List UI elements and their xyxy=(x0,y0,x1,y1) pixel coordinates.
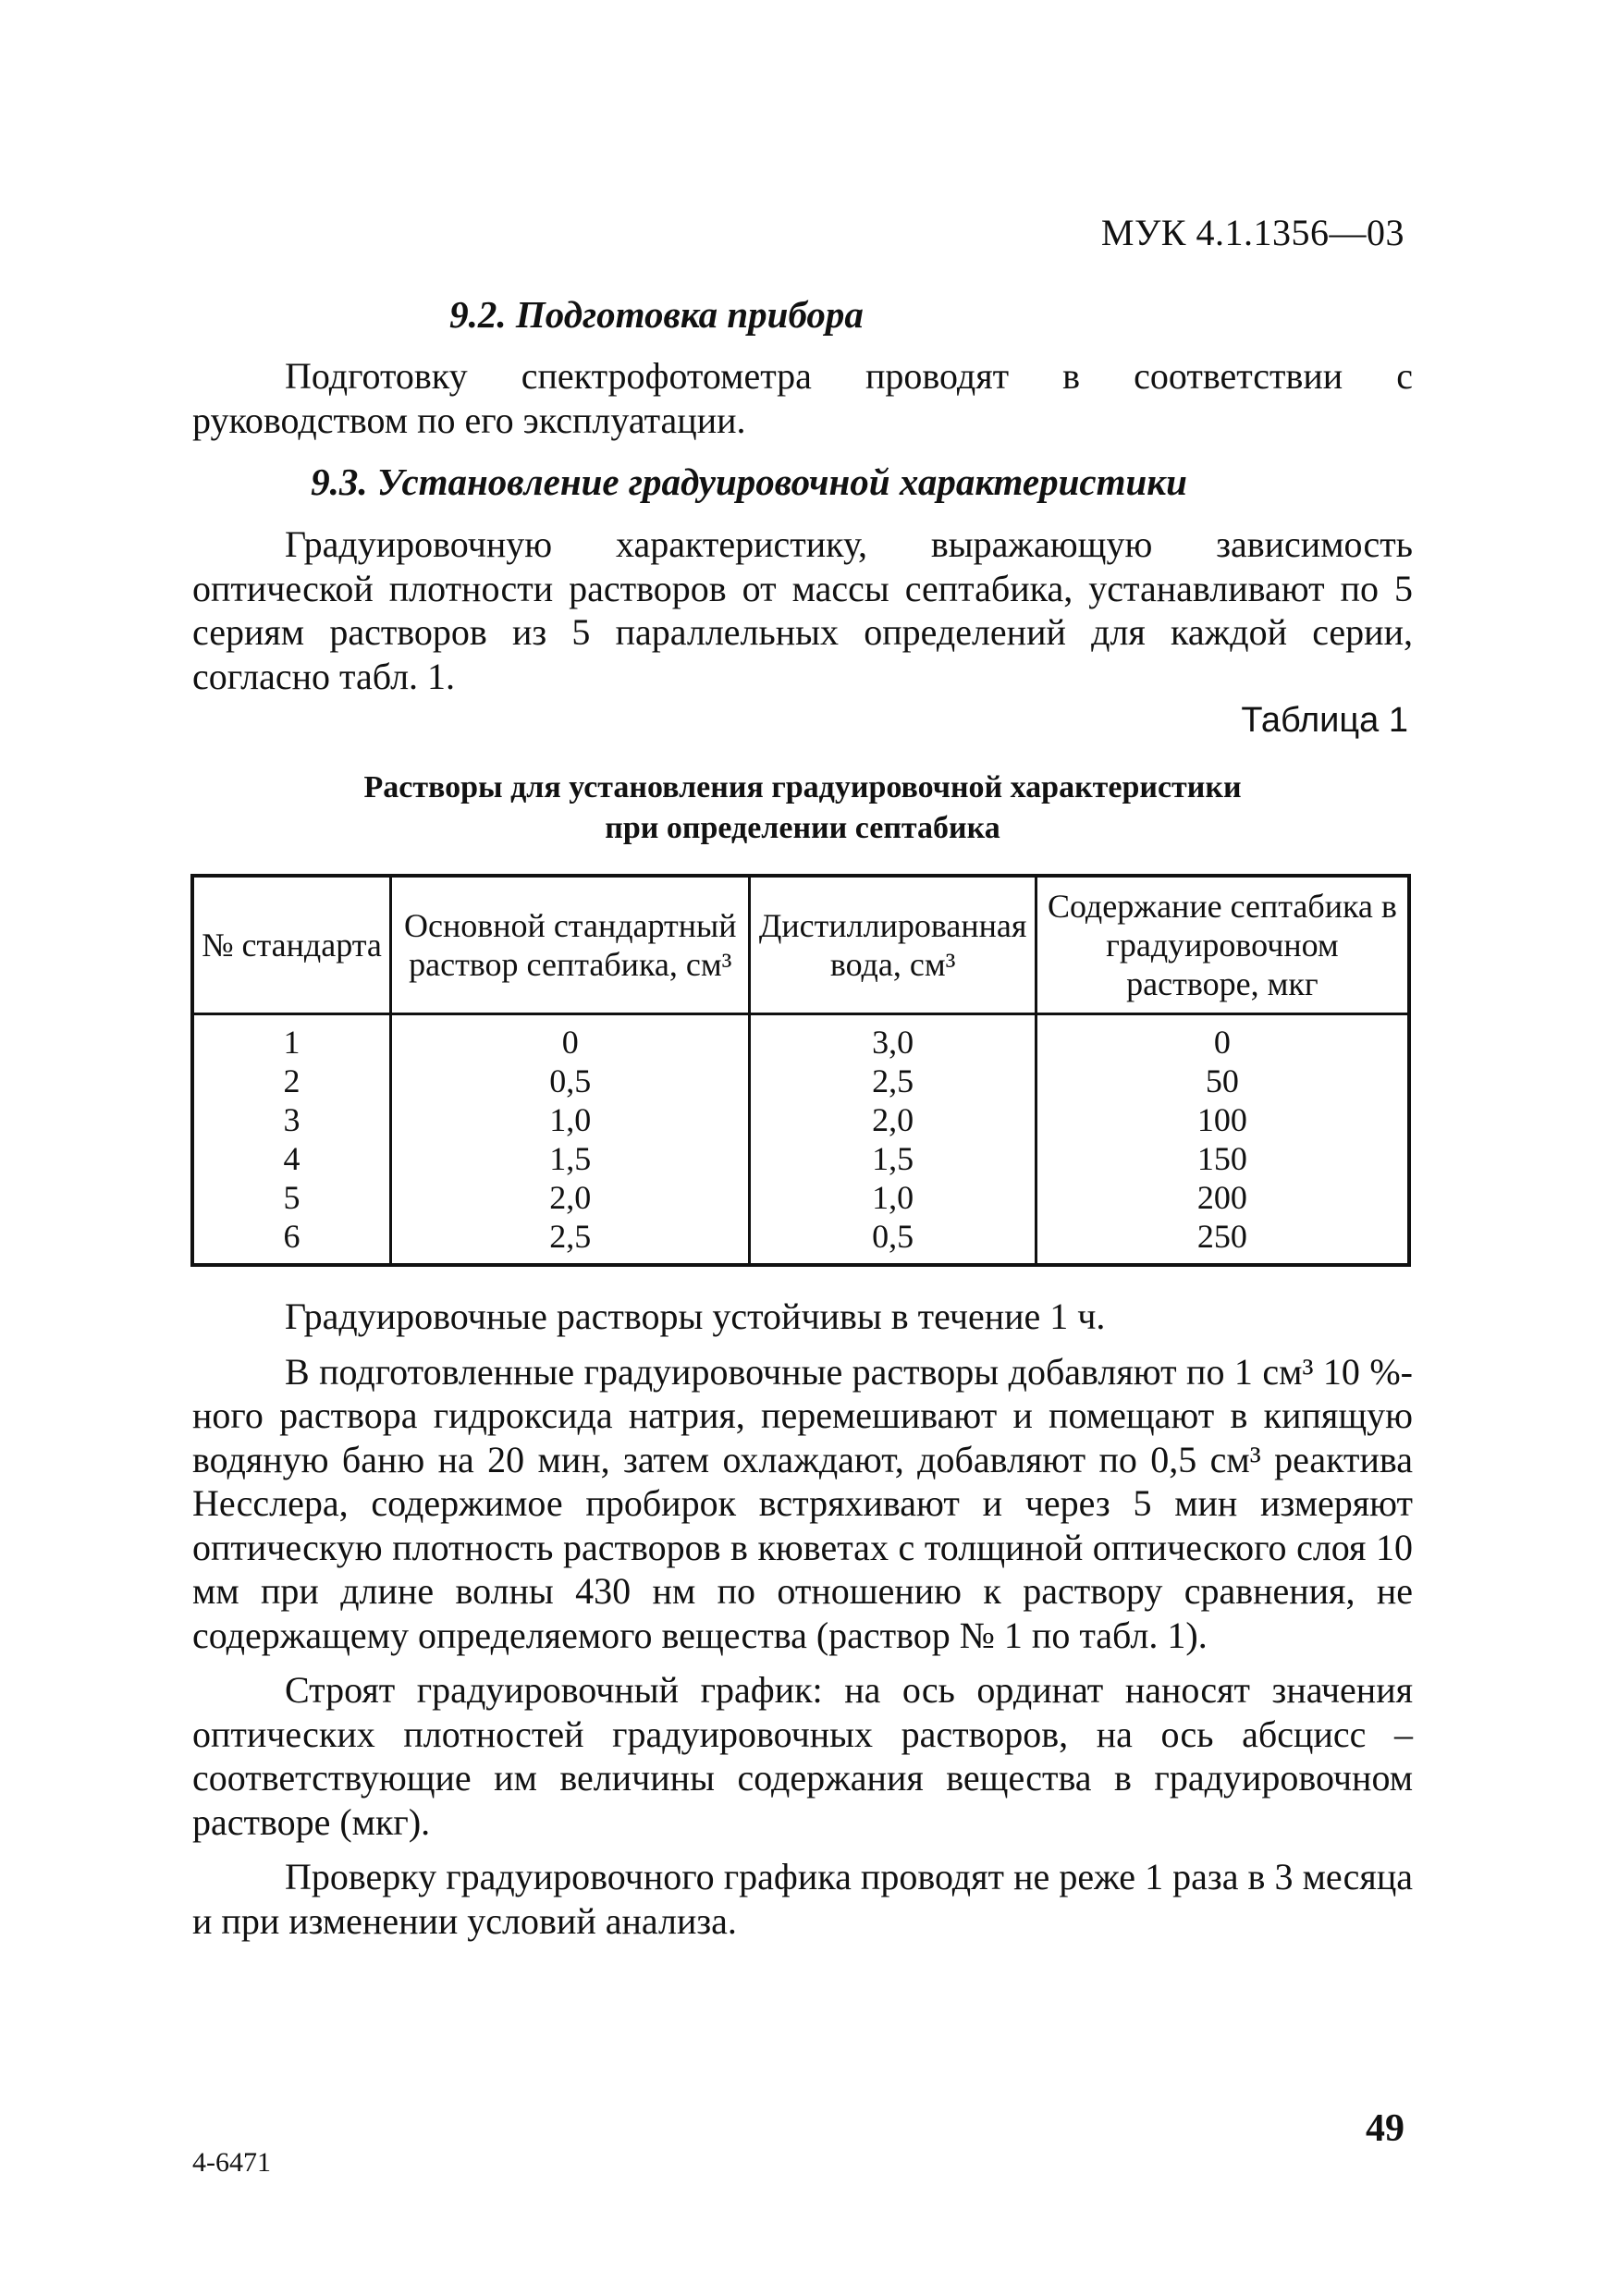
body-text xyxy=(192,1295,1413,1954)
table-cell: 150 xyxy=(1036,1139,1409,1178)
table-cell: 4 xyxy=(192,1139,391,1178)
header-septabic-content: Содержание септабика в градуировочном растворе, мкг xyxy=(1036,876,1409,1014)
document-code: МУК 4.1.1356—03 xyxy=(1100,212,1404,253)
paragraph-verification: Проверку градуировочного графика проводят не реже 1 раза в 3 месяца и при изменении условий анализа. xyxy=(192,1856,1413,1942)
paragraph-procedure: В подготовленные градуировочные растворы добавляют по 1 см³ 10 %-ного раствора гидроксида натрия, перемешивают и помещают в кипящую водяную баню на 20 мин, затем охлаждают, добавляют по 0,5 см³ реактива Несслера, содержимое пробирок встряхивают и через 5 мин измеряют оптическую плотность растворов в кюветах с толщиной оптического слоя 10 мм при длине волны 430 нм по отношению к раствору сравнения, не содержащему определяемого вещества (раствор № 1 по табл. 1). xyxy=(192,1350,1413,1656)
paragraph-graph: Строят градуировочный график: на ось ординат наносят значения оптических плотностей градуировочных растворов, на ось абсцисс – соответствующие им величины содержания вещества в градуировочном растворе (мкг). xyxy=(192,1669,1413,1843)
table-cell: 5 xyxy=(192,1178,391,1217)
table-cell: 2 xyxy=(192,1062,391,1100)
table-cell: 50 xyxy=(1036,1062,1409,1100)
table-cell: 6 xyxy=(192,1217,391,1265)
header-stock-solution: Основной стандартный раствор септабика, см³ xyxy=(391,876,750,1014)
header-standard-number: № стандарта xyxy=(192,876,391,1014)
table-row xyxy=(192,1217,1409,1265)
table-cell: 2,5 xyxy=(750,1062,1036,1100)
table-cell: 0,5 xyxy=(391,1062,750,1100)
table-cell: 2,5 xyxy=(391,1217,750,1265)
table-cell: 1,0 xyxy=(391,1100,750,1139)
section-text-9-3: Градуировочную характеристику, выражающую зависимость оптической плотности растворов от массы септабика, устанавливают по 5 сериям растворов из 5 параллельных определений для каждой серии, согласно табл. 1. xyxy=(192,523,1413,697)
table-header-row xyxy=(192,876,1409,1014)
table-cell: 0 xyxy=(1036,1014,1409,1062)
table-cell: 1,5 xyxy=(391,1139,750,1178)
table-row xyxy=(192,1139,1409,1178)
table-cell: 2,0 xyxy=(391,1178,750,1217)
table-cell: 0,5 xyxy=(750,1217,1036,1265)
table-title-line-2: при определении септабика xyxy=(605,811,1000,845)
table-cell: 2,0 xyxy=(750,1100,1036,1139)
table-cell: 0 xyxy=(391,1014,750,1062)
section-text-9-2: Подготовку спектрофотометра проводят в соответствии с руководством по его эксплуатации. xyxy=(192,355,1413,441)
table-cell: 1,5 xyxy=(750,1139,1036,1178)
table-cell: 1,0 xyxy=(750,1178,1036,1217)
page-number: 49 xyxy=(1366,2107,1404,2150)
table-label: Таблица 1 xyxy=(1241,701,1408,740)
table-cell: 250 xyxy=(1036,1217,1409,1265)
table-row xyxy=(192,1178,1409,1217)
table-title-line-1: Растворы для установления градуировочной характеристики xyxy=(363,770,1242,804)
print-code: 4-6471 xyxy=(192,2147,271,2178)
table-cell: 3 xyxy=(192,1100,391,1139)
calibration-table xyxy=(190,874,1411,1267)
section-heading-9-2: 9.2. Подготовка прибора xyxy=(449,293,864,336)
table-title xyxy=(192,767,1413,849)
section-heading-9-3: 9.3. Установление градуировочной характеристики xyxy=(311,460,1187,503)
table-row xyxy=(192,1062,1409,1100)
table-cell: 1 xyxy=(192,1014,391,1062)
table-cell: 200 xyxy=(1036,1178,1409,1217)
table-cell: 100 xyxy=(1036,1100,1409,1139)
paragraph-stability: Градуировочные растворы устойчивы в течение 1 ч. xyxy=(285,1295,1106,1337)
table-row xyxy=(192,1100,1409,1139)
header-distilled-water: Дистиллированная вода, см³ xyxy=(750,876,1036,1014)
table-row xyxy=(192,1014,1409,1062)
table-cell: 3,0 xyxy=(750,1014,1036,1062)
